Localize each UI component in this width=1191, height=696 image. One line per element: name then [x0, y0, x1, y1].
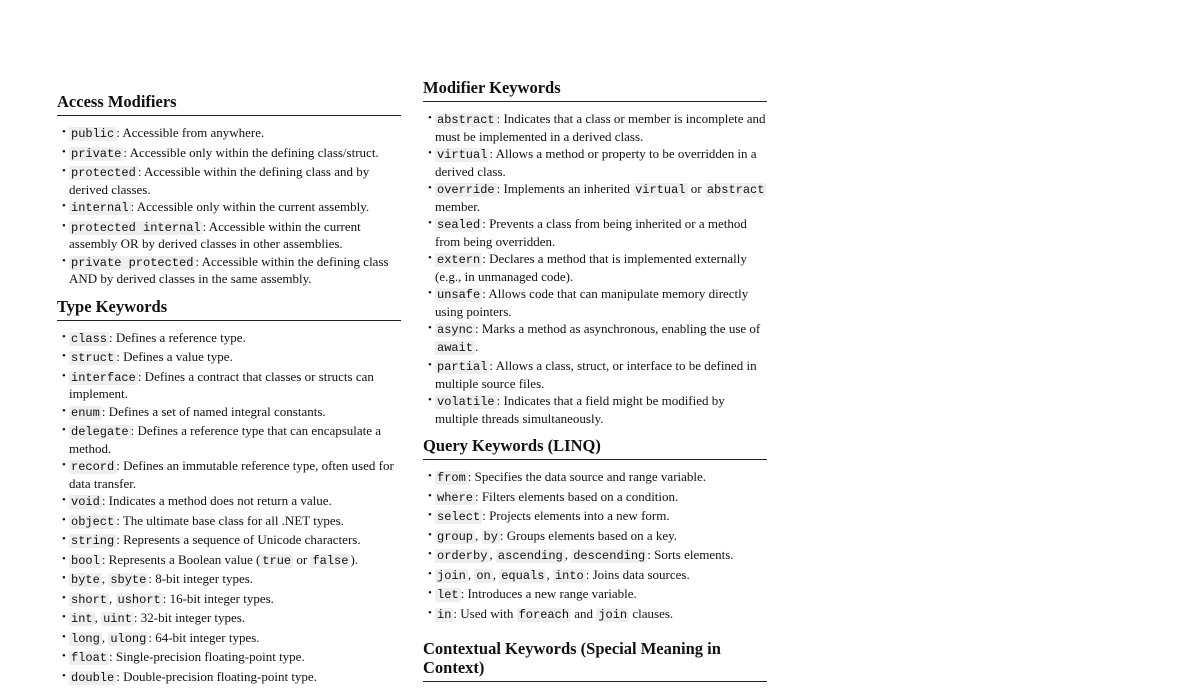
- keyword-description: : Groups elements based on a key.: [499, 527, 678, 543]
- separator: ,: [94, 610, 102, 625]
- keyword-description: : Accessible within the defining class AND by derived classes in the same assembly.: [69, 253, 389, 286]
- keyword-code: private: [71, 146, 122, 161]
- keyword-code: virtual: [635, 183, 686, 197]
- separator: ,: [564, 547, 572, 562]
- keyword-code: from: [437, 471, 466, 485]
- keyword-code: bool: [71, 553, 100, 568]
- keyword-description: : 8-bit integer types.: [148, 571, 254, 586]
- keyword-code: virtual: [437, 148, 488, 162]
- keyword-list: [57, 125, 401, 287]
- keyword-code: override: [437, 183, 495, 197]
- list-item: [57, 164, 401, 197]
- keyword-code: abstract: [706, 183, 765, 197]
- keyword-code: abstract: [437, 113, 495, 127]
- keyword-description: : Accessible only within the defining class/struct.: [123, 144, 379, 160]
- keyword-code: sbyte: [110, 573, 147, 587]
- separator: ,: [467, 566, 475, 582]
- list-item: [57, 669, 401, 687]
- list-item: [57, 369, 401, 402]
- keyword-code: byte: [71, 573, 100, 587]
- keyword-code: group: [437, 529, 474, 544]
- keyword-description: : Represents a Boolean value (: [101, 551, 261, 567]
- keyword-description: : Represents a sequence of Unicode characters.: [116, 532, 361, 547]
- keyword-description: : Prevents a class from being inherited or a method from being overridden.: [435, 216, 747, 249]
- list-item: [57, 349, 401, 367]
- keyword-description: : 64-bit integer types.: [148, 629, 260, 645]
- keyword-description: : Single-precision floating-point type.: [109, 649, 305, 664]
- keyword-code: ascending: [497, 549, 563, 563]
- keyword-description: : Marks a method as asynchronous, enabling the use of: [475, 321, 761, 336]
- keyword-code: protected: [71, 166, 136, 180]
- keyword-description: and: [571, 605, 597, 621]
- keyword-code: string: [71, 534, 115, 548]
- list-item: [57, 125, 401, 143]
- keyword-code: descending: [573, 549, 646, 563]
- keyword-code: partial: [437, 360, 488, 374]
- keyword-description: : Joins data sources.: [585, 566, 690, 582]
- keyword-code: float: [71, 651, 108, 665]
- keyword-code: join: [598, 607, 628, 622]
- separator: ,: [109, 590, 116, 606]
- keyword-description: ).: [350, 551, 359, 567]
- list-item: [423, 321, 767, 356]
- keyword-code: enum: [71, 405, 100, 420]
- keyword-description: : Defines a contract that classes or structs can implement.: [69, 368, 374, 401]
- keyword-code: foreach: [518, 607, 570, 622]
- list-item: [423, 393, 767, 426]
- type-keywords-section: [57, 297, 401, 687]
- keyword-description: : Defines a reference type that can encapsulate a method.: [69, 423, 382, 456]
- list-item: [57, 571, 401, 589]
- list-item: [57, 145, 401, 163]
- keyword-description: : Allows code that can manipulate memory directly using pointers.: [435, 286, 749, 319]
- keyword-code: delegate: [71, 425, 129, 439]
- list-item: [423, 489, 767, 507]
- keyword-code: join: [437, 568, 466, 583]
- contextual-keywords-section: [423, 639, 767, 682]
- list-item: [57, 404, 401, 422]
- keyword-code: ulong: [110, 631, 147, 646]
- keyword-description: : 32-bit integer types.: [133, 610, 246, 625]
- list-item: [423, 358, 767, 391]
- separator: ,: [475, 527, 482, 543]
- list-item: [57, 423, 401, 456]
- keyword-description: : Indicates that a field might be modified by multiple threads simultaneously.: [435, 393, 725, 426]
- keyword-code: select: [437, 510, 481, 524]
- keyword-code: equals: [501, 568, 545, 583]
- keyword-description: : Used with: [453, 605, 517, 621]
- list-item: [57, 254, 401, 287]
- list-item: [423, 528, 767, 546]
- keyword-code: by: [483, 529, 498, 544]
- keyword-description: : Accessible within the defining class and by derived classes.: [69, 164, 370, 197]
- list-item: [423, 111, 767, 144]
- keyword-description: : Filters elements based on a condition.: [475, 488, 679, 504]
- keyword-description: : Declares a method that is implemented externally (e.g., in unmanaged code).: [435, 251, 747, 284]
- keyword-description: : The ultimate base class for all .NET types.: [116, 512, 344, 528]
- keyword-code: double: [71, 670, 115, 685]
- keyword-description: clauses.: [629, 605, 674, 621]
- keyword-code: void: [71, 495, 100, 509]
- keyword-code: int: [71, 612, 93, 626]
- keyword-code: in: [437, 607, 452, 622]
- section-heading: Modifier Keywords: [423, 78, 767, 102]
- list-item: [57, 532, 401, 550]
- keyword-code: uint: [103, 612, 132, 626]
- keyword-code: protected internal: [71, 220, 201, 235]
- keyword-description: : Projects elements into a new form.: [482, 508, 670, 523]
- right-column: [423, 78, 767, 691]
- keyword-code: volatile: [437, 395, 495, 409]
- keyword-code: internal: [71, 201, 129, 215]
- list-item: [57, 513, 401, 531]
- list-item: [423, 567, 767, 585]
- list-item: [423, 286, 767, 319]
- separator: ,: [101, 571, 109, 586]
- keyword-code: true: [262, 553, 292, 568]
- keyword-code: private protected: [71, 255, 194, 270]
- keyword-description: or: [293, 551, 311, 567]
- list-item: [423, 469, 767, 487]
- keyword-description: : Introduces a new range variable.: [460, 586, 637, 601]
- list-item: [57, 199, 401, 217]
- section-heading: Type Keywords: [57, 297, 401, 321]
- keyword-code: interface: [71, 370, 136, 385]
- keyword-code: unsafe: [437, 288, 481, 302]
- keyword-code: ushort: [117, 592, 161, 607]
- keyword-code: let: [437, 588, 459, 602]
- list-item: [423, 181, 767, 214]
- section-heading: Contextual Keywords (Special Meaning in Context): [423, 639, 767, 682]
- keyword-description: : Accessible from anywhere.: [116, 125, 265, 140]
- keyword-code: object: [71, 514, 115, 529]
- keyword-description: or: [687, 181, 705, 196]
- separator: ,: [546, 566, 553, 582]
- modifier-keywords-section: [423, 78, 767, 426]
- list-item: [423, 586, 767, 604]
- keyword-description: : Accessible only within the current assembly.: [130, 199, 370, 214]
- keyword-description: : Sorts elements.: [647, 547, 734, 562]
- keyword-code: sealed: [437, 218, 481, 232]
- list-item: [57, 630, 401, 648]
- keyword-description: : Indicates that a class or member is incomplete and must be implemented in a derived class.: [435, 111, 766, 144]
- keyword-description: : Defines a set of named integral constants.: [101, 403, 326, 419]
- keyword-description: .: [475, 338, 479, 354]
- list-item: [57, 493, 401, 511]
- query-keywords-section: [423, 436, 767, 623]
- keyword-list: [57, 330, 401, 687]
- keyword-code: class: [71, 331, 108, 346]
- list-item: [57, 591, 401, 609]
- left-column: [57, 92, 401, 696]
- keyword-code: long: [71, 631, 100, 646]
- keyword-description: : 16-bit integer types.: [162, 590, 274, 606]
- list-item: [57, 649, 401, 667]
- list-item: [423, 251, 767, 284]
- keyword-description: : Allows a class, struct, or interface to be defined in multiple source files.: [435, 358, 757, 391]
- keyword-code: public: [71, 127, 115, 141]
- section-heading: Query Keywords (LINQ): [423, 436, 767, 460]
- keyword-code: struct: [71, 351, 115, 365]
- list-item: [57, 330, 401, 348]
- keyword-description: : Indicates a method does not return a value.: [101, 493, 332, 508]
- keyword-description: : Double-precision floating-point type.: [116, 668, 317, 684]
- keyword-description: member.: [435, 198, 481, 214]
- keyword-description: : Allows a method or property to be overridden in a derived class.: [435, 146, 757, 179]
- list-item: [57, 610, 401, 628]
- access-modifiers-section: [57, 92, 401, 287]
- keyword-code: await: [437, 340, 474, 355]
- keyword-code: into: [554, 568, 584, 583]
- separator: ,: [492, 566, 500, 582]
- list-item: [57, 552, 401, 570]
- keyword-description: : Defines a reference type.: [109, 329, 246, 345]
- keyword-description: : Defines a value type.: [116, 349, 233, 364]
- keyword-description: : Implements an inherited: [496, 181, 634, 196]
- list-item: [423, 216, 767, 249]
- keyword-code: where: [437, 490, 474, 505]
- list-item: [423, 606, 767, 624]
- keyword-list: [423, 111, 767, 426]
- keyword-code: short: [71, 592, 108, 607]
- keyword-description: : Defines an immutable reference type, often used for data transfer.: [69, 458, 394, 491]
- keyword-description: : Specifies the data source and range variable.: [467, 469, 707, 484]
- keyword-code: extern: [437, 253, 481, 267]
- keyword-code: record: [71, 460, 115, 474]
- list-item: [423, 508, 767, 526]
- keyword-code: async: [437, 323, 474, 337]
- list-item: [57, 219, 401, 252]
- keyword-list: [423, 469, 767, 623]
- list-item: [57, 458, 401, 491]
- separator: ,: [101, 629, 109, 645]
- list-item: [423, 547, 767, 565]
- keyword-code: false: [312, 553, 349, 568]
- keyword-code: on: [476, 568, 491, 583]
- separator: ,: [489, 547, 496, 562]
- section-heading: Access Modifiers: [57, 92, 401, 116]
- list-item: [423, 146, 767, 179]
- keyword-description: : Accessible within the current assembly OR by derived classes in other assemblies.: [69, 218, 361, 251]
- keyword-code: orderby: [437, 549, 488, 563]
